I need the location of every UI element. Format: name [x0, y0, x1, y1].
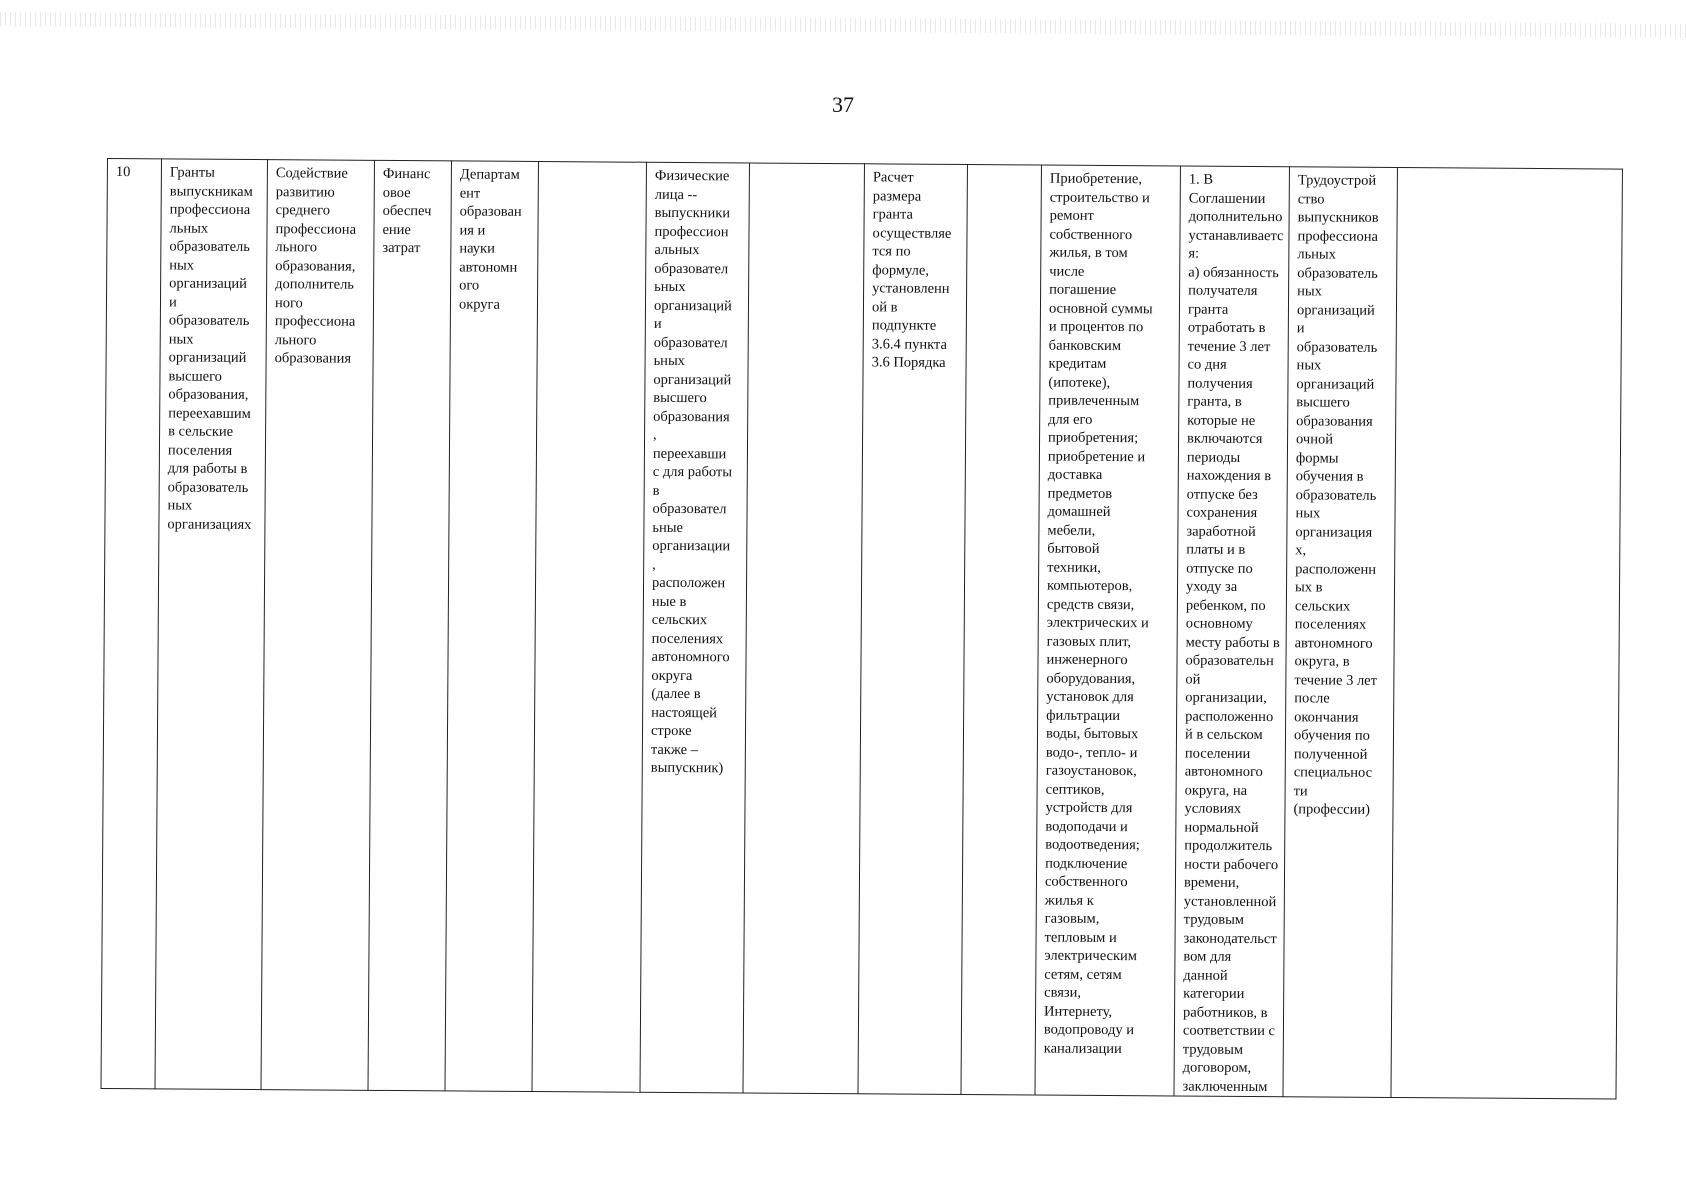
cell-result: Трудоустрой ство выпускников профессиона льных образователь ных организаций и образователь ных организаций высшего образования очной формы обучения в образователь ных организация х, расположенн ых в сельских поселениях автономного округа, в течение 3 лет после окончания обучения по полученной специальнос ти (профессии)	[1283, 167, 1397, 1098]
cell-empty	[743, 163, 864, 1094]
cell-row-number: 10	[101, 159, 161, 1089]
cell-recipients: Физические лица -- выпускники профессион альных образовател ьных организаций и образовател ьных организаций высшего образования , переехавши с для работы в образовател ьные организации , расположен ные в сельских поселениях автономного округа (далее в настоящей строке также – выпускник)	[640, 162, 749, 1093]
cell-support-form: Финанс овое обеспеч ение затрат	[368, 160, 451, 1091]
page-number: 37	[832, 92, 854, 117]
table-row	[101, 159, 1622, 1100]
cell-conditions: 1. В Соглашении дополнительно устанавливаетс я: а) обязанность получателя гранта отработать в течение 3 лет со дня получения гранта, в которые не включаются периоды нахождения в отпуске без сохранения заработной платы и в отпуске по уходу за ребенком, по основному месту работы в образовательн ой организации, расположенно й в сельском поселении автономного округа, на условиях нормальной продолжитель ности рабочего времени, установленной трудовым законодательст вом для данной категории работников, в соответствии с трудовым договором, заключенным	[1174, 166, 1289, 1097]
cell-grant-name: Гранты выпускникам профессиона льных образователь ных организаций и образователь ных организаций высшего образования, переехавшим в сельские поселения для работы в образователь ных организациях	[155, 159, 267, 1090]
cell-purpose: Приобретение, строительство и ремонт собственного жилья, в том числе погашение основной суммы и процентов по банковским кредитам (ипотеке), привлеченным для его приобретения; приобретение и доставка предметов домашней мебели, бытовой техники, компьютеров, средств связи, электрических и газовых плит, инженерного оборудования, установок для фильтрации воды, бытовых водо-, тепло- и газоустановок, септиков, устройств для водоподачи и водоотведения; подключение собственного жилья к газовым, тепловым и электрическим сетям, сетям связи, Интернету, водопроводу и канализации	[1035, 165, 1180, 1096]
cell-goal: Содействие развитию среднего профессиона льного образования, дополнитель ного профессиона льного образования	[261, 160, 374, 1091]
cell-empty	[1391, 168, 1622, 1100]
grants-table	[101, 158, 1623, 1100]
scan-edge-artifact	[0, 12, 1686, 38]
document-table-container	[101, 158, 1622, 1099]
cell-calculation: Расчет размера гранта осуществляе тся по формуле, установленн ой в подпункте 3.6.4 пункта 3.6 Порядка	[858, 164, 967, 1095]
cell-empty	[961, 165, 1041, 1095]
cell-empty	[532, 162, 646, 1093]
cell-provider: Департам ент образован ия и науки автономн ого округа	[445, 161, 538, 1092]
